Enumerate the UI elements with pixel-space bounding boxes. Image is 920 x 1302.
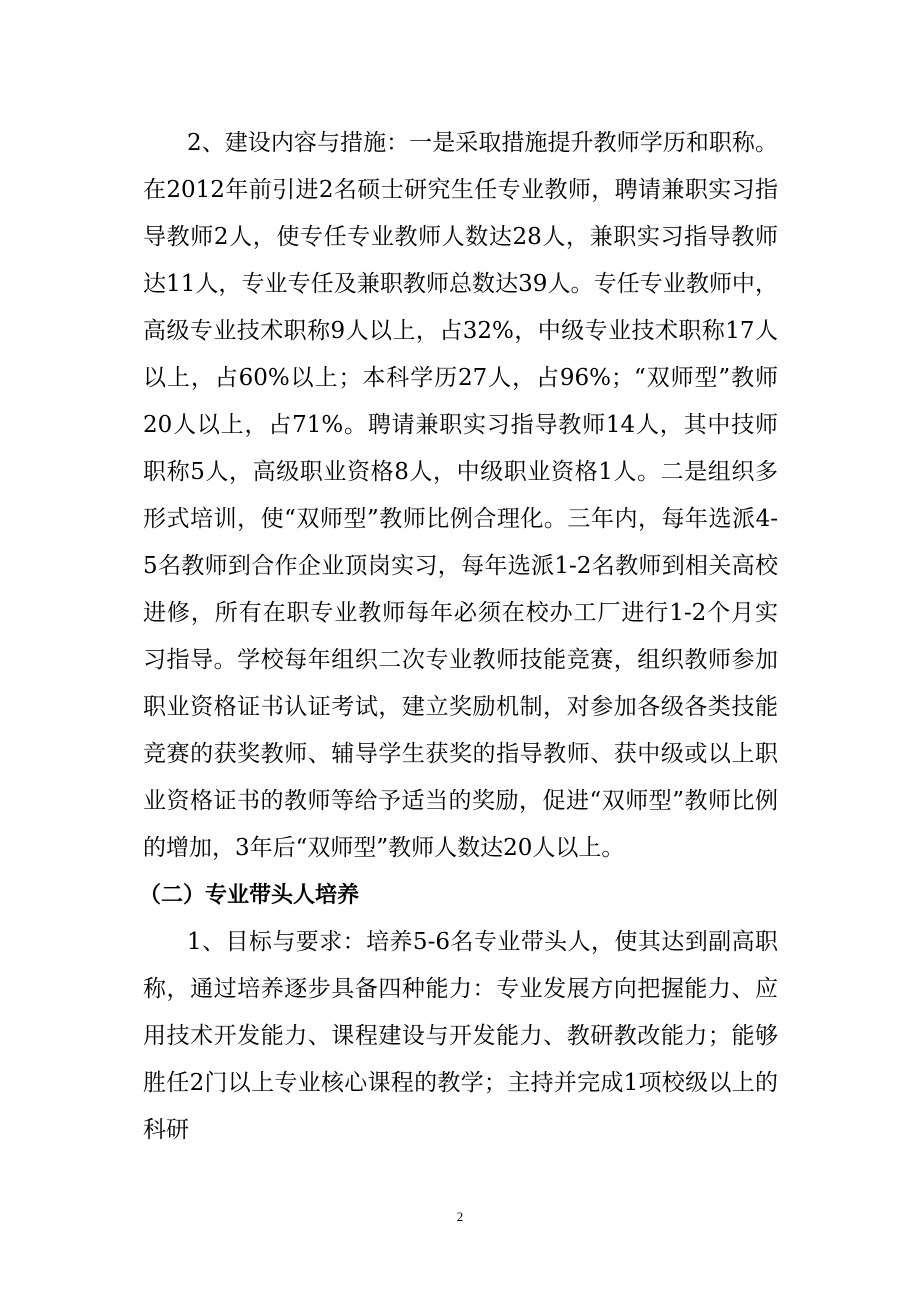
document-body	[139, 120, 778, 1154]
paragraph-construction-measures: 2、建设内容与措施：一是采取措施提升教师学历和职称。在2012年前引进2名硕士研究生任专业教师，聘请兼职实习指导教师2人，使专任专业教师人数达28人，兼职实习指导教师达11人，专业专任及兼职教师总数达39人。专任专业教师中，高级专业技术职称9人以上，占32%，中级专业技术职称17人以上，占60%以上；本科学历27人，占96%；“双师型”教师20人以上，占71%。聘请兼职实习指导教师14人，其中技师职称5人，高级职业资格8人，中级职业资格1人。二是组织多形式培训，使“双师型”教师比例合理化。三年内，每年选派4-5名教师到合作企业顶岗实习，每年选派1-2名教师到相关高校进修，所有在职专业教师每年必须在校办工厂进行1-2个月实习指导。学校每年组织二次专业教师技能竞赛，组织教师参加职业资格证书认证考试，建立奖励机制，对参加各级各类技能竞赛的获奖教师、辅导学生获奖的指导教师、获中级或以上职业资格证书的教师等给予适当的奖励，促进“双师型”教师比例的增加，3年后“双师型”教师人数达20人以上。	[143, 130, 778, 861]
paragraph-goals-requirements: 1、目标与要求：培养5-6名专业带头人，使其达到副高职称，通过培养逐步具备四种能力：专业发展方向把握能力、应用技术开发能力、课程建设与开发能力、教研教改能力；能够胜任2门以上专业核心课程的教学；主持并完成1项校级以上的科研	[143, 929, 778, 1143]
section-heading-leader-training: （二）专业带头人培养	[139, 883, 360, 908]
page-number: 2	[456, 1209, 464, 1224]
